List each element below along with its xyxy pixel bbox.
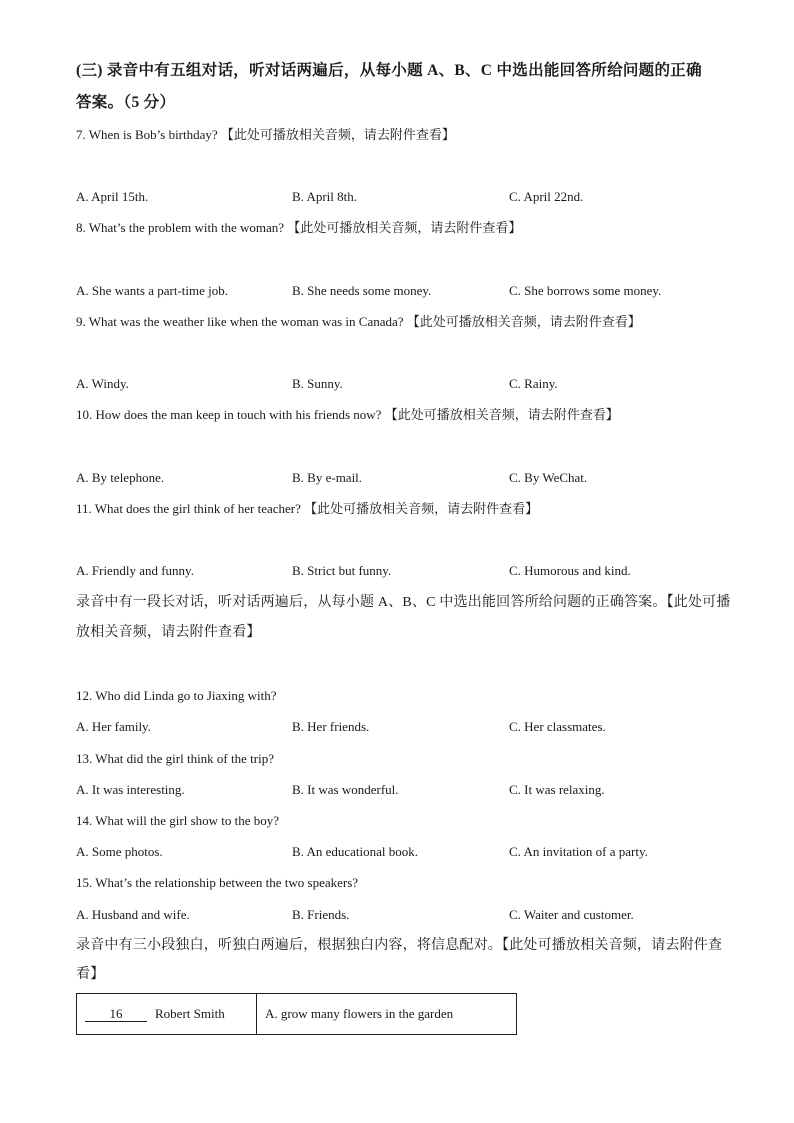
question-15-options — [76, 906, 716, 924]
question-15-prompt: 15. What’s the relationship between the two speakers? — [76, 875, 359, 890]
option-b: B. Her friends. — [292, 719, 370, 734]
matching-table — [76, 993, 517, 1035]
monologue-intro-line2: 看】 — [76, 967, 105, 982]
question-10-options — [76, 469, 716, 487]
option-a: A. Husband and wife. — [76, 907, 190, 922]
option-a: A. Her family. — [76, 719, 151, 734]
option-c: C. Rainy. — [509, 376, 558, 391]
option-b: B. Sunny. — [292, 376, 343, 391]
option-a: A. By telephone. — [76, 470, 165, 485]
question-8-prompt: 8. What’s the problem with the woman? 【此处可播放相关音频，请去附件查看】 — [76, 220, 522, 235]
option-a: A. Friendly and funny. — [76, 563, 194, 578]
option-b: B. An educational book. — [292, 844, 419, 859]
option-b: B. By e-mail. — [292, 470, 363, 485]
section-heading-line1: (三) 录音中有五组对话，听对话两遍后，从每小题 A、B、C 中选出能回答所给问题的正确 — [76, 62, 702, 79]
question-9-prompt: 9. What was the weather like when the woman was in Canada? 【此处可播放相关音频，请去附件查看】 — [76, 314, 641, 329]
table-row — [77, 994, 517, 1035]
question-7-prompt: 7. When is Bob’s birthday? 【此处可播放相关音频，请去附件查看】 — [76, 127, 455, 142]
question-13-options — [76, 781, 716, 799]
section-heading-line2: 答案。（5 分） — [76, 94, 176, 111]
option-c: C. It was relaxing. — [509, 782, 605, 797]
long-dialog-intro-line2: 放相关音频，请去附件查看】 — [76, 625, 261, 640]
question-7-options — [76, 188, 716, 206]
option-c: C. An invitation of a party. — [509, 844, 648, 859]
option-a: A. It was interesting. — [76, 782, 185, 797]
option-b: B. Strict but funny. — [292, 563, 392, 578]
option-a: A. Windy. — [76, 376, 129, 391]
option-b: B. She needs some money. — [292, 283, 432, 298]
question-14-options — [76, 843, 716, 861]
option-c: C. April 22nd. — [509, 189, 584, 204]
option-a: A. She wants a part-time job. — [76, 283, 228, 298]
question-12-options — [76, 718, 716, 736]
long-dialog-intro-line1: 录音中有一段长对话，听对话两遍后，从每小题 A、B、C 中选出能回答所给问题的正确答案。【此处可播 — [76, 595, 731, 610]
option-cell: A. grow many flowers in the garden — [257, 994, 517, 1035]
option-c: C. Humorous and kind. — [509, 563, 631, 578]
option-c: C. Waiter and customer. — [509, 907, 634, 922]
name-cell — [77, 994, 257, 1035]
option-b: B. April 8th. — [292, 189, 358, 204]
monologue-intro-line1: 录音中有三小段独白，听独白两遍后，根据独白内容，将信息配对。【此处可播放相关音频，请去附件查 — [76, 938, 723, 953]
question-14-prompt: 14. What will the girl show to the boy? — [76, 813, 280, 828]
question-9-options — [76, 375, 716, 393]
option-c: C. Her classmates. — [509, 719, 606, 734]
option-c: C. By WeChat. — [509, 470, 588, 485]
person-name: Robert Smith — [155, 1006, 225, 1021]
option-b: B. Friends. — [292, 907, 350, 922]
answer-blank[interactable]: 16 — [85, 1007, 147, 1022]
option-a: A. April 15th. — [76, 189, 149, 204]
question-10-prompt: 10. How does the man keep in touch with his friends now? 【此处可播放相关音频，请去附件查看】 — [76, 407, 619, 422]
question-11-options — [76, 562, 716, 580]
question-11-prompt: 11. What does the girl think of her teacher? 【此处可播放相关音频，请去附件查看】 — [76, 501, 539, 516]
question-12-prompt: 12. Who did Linda go to Jiaxing with? — [76, 688, 277, 703]
question-8-options — [76, 282, 716, 300]
question-13-prompt: 13. What did the girl think of the trip? — [76, 751, 274, 766]
option-b: B. It was wonderful. — [292, 782, 399, 797]
option-c: C. She borrows some money. — [509, 283, 662, 298]
option-a: A. Some photos. — [76, 844, 163, 859]
